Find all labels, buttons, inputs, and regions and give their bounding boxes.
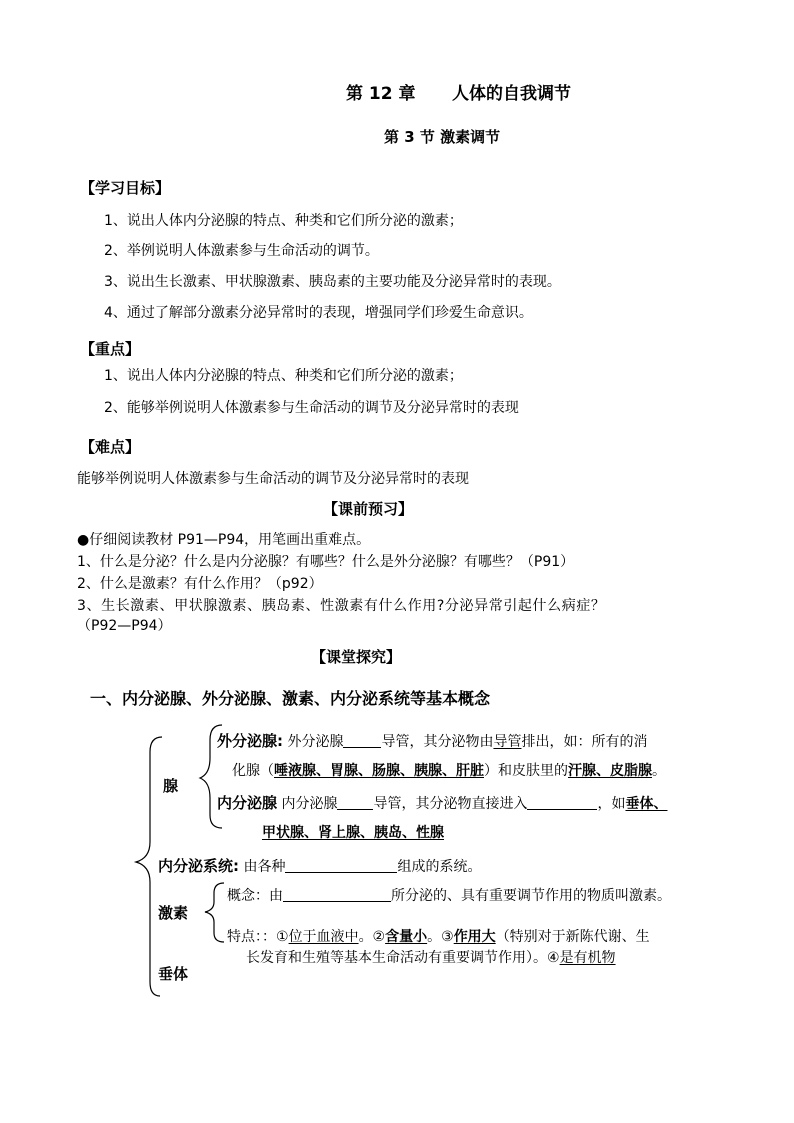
key-point-item: 2、能够举例说明人体激素参与生命活动的调节及分泌异常时的表现 <box>104 400 519 416</box>
endocrine-examples: 垂体、 <box>625 796 668 812</box>
blank-endocrine-target[interactable] <box>527 795 597 810</box>
exocrine-text: 排出，如：所有的消 <box>521 734 648 750</box>
endocrine-text: 内分泌腺 <box>281 796 338 812</box>
feature-text: 。② <box>358 929 386 945</box>
system-text: 由各种 <box>243 859 286 875</box>
exocrine-line-2 <box>232 760 666 780</box>
gland-label: 腺 <box>163 777 179 795</box>
part1-title: 一、内分泌腺、外分泌腺、激素、内分泌系统等基本概念 <box>90 689 491 708</box>
objectives-heading: 【学习目标】 <box>80 179 171 197</box>
preview-line: 2、什么是激素？有什么作用？（p92） <box>77 576 323 592</box>
difficulty-heading: 【难点】 <box>80 438 141 456</box>
preview-heading: 【课前预习】 <box>323 500 414 518</box>
difficulty-text: 能够举例说明人体激素参与生命活动的调节及分泌异常时的表现 <box>77 471 469 487</box>
endocrine-line-1 <box>217 792 667 813</box>
hormone-label: 激素 <box>158 904 189 922</box>
endocrine-label: 内分泌腺 <box>217 794 278 812</box>
endocrine-text: ，如 <box>597 796 626 812</box>
endocrine-line-2 <box>262 822 444 842</box>
exocrine-duct: 导管 <box>493 734 522 750</box>
feature-text: 。③ <box>427 929 454 945</box>
exocrine-text: 外分泌腺 <box>287 734 344 750</box>
feature-text: （特别对于新陈代谢、生 <box>495 929 650 945</box>
exocrine-label: 外分泌腺: <box>217 732 283 750</box>
feature-big-effect: 作用大 <box>453 929 496 945</box>
objective-item: 1、说出人体内分泌腺的特点、种类和它们所分泌的激素； <box>104 213 463 229</box>
section-title: 第 3 节 激素调节 <box>384 128 501 146</box>
endocrine-system-line <box>158 855 481 876</box>
concept-text: 所分泌的、具有重要调节作用的物质叫激素。 <box>391 888 671 904</box>
blank-system[interactable] <box>285 858 397 873</box>
key-point-item: 1、说出人体内分泌腺的特点、种类和它们所分泌的激素； <box>104 368 463 384</box>
feature-small-amount: 含量小 <box>385 929 428 945</box>
preview-line: ●仔细阅读教材 P91—P94，用笔画出重难点。 <box>77 532 371 548</box>
hormone-feature-line-2 <box>246 947 616 967</box>
chapter-title: 人体的自我调节 <box>452 84 571 104</box>
exocrine-text: 导管，其分泌物由 <box>381 734 494 750</box>
feature-organic: 是有机物 <box>559 950 616 966</box>
exocrine-line-1 <box>217 730 647 751</box>
exocrine-text: ）和皮肤里的 <box>484 763 568 779</box>
feature-text: 长发育和生殖等基本生命活动有重要调节作用）。④ <box>246 950 560 966</box>
preview-line: （P92—P94） <box>77 618 172 634</box>
exocrine-examples: 唾液腺、胃腺、肠腺、胰腺、肝脏 <box>274 763 484 779</box>
feature-text: 特点：：① <box>227 929 289 945</box>
blank-exocrine-duct[interactable] <box>343 733 381 748</box>
blank-concept[interactable] <box>283 887 391 902</box>
hormone-concept-line <box>227 885 671 905</box>
system-text: 组成的系统。 <box>397 859 482 875</box>
feature-in-blood: 位于血液中 <box>288 929 359 945</box>
endocrine-examples: 甲状腺、肾上腺、胰岛、性腺 <box>262 825 444 841</box>
hormone-feature-line-1 <box>227 926 650 946</box>
objective-item: 2、举例说明人体激素参与生命活动的调节。 <box>104 243 379 259</box>
exocrine-text: 。 <box>652 763 666 779</box>
concept-text: 概念：由 <box>227 888 283 904</box>
endocrine-text: 导管，其分泌物直接进入 <box>373 796 528 812</box>
skin-glands: 汗腺、皮脂腺 <box>568 763 652 779</box>
preview-line: 3、生长激素、甲状腺激素、胰岛素、性激素有什么作用?分泌异常引起什么病症？ <box>77 598 606 614</box>
objective-item: 3、说出生长激素、甲状腺激素、胰岛素的主要功能及分泌异常时的表现。 <box>104 274 561 290</box>
chapter-number: 第 12 章 <box>346 84 416 104</box>
objective-item: 4、通过了解部分激素分泌异常时的表现，增强同学们珍爱生命意识。 <box>104 305 533 321</box>
endocrine-system-label: 内分泌系统: <box>158 857 239 875</box>
pituitary-label: 垂体 <box>158 965 189 983</box>
blank-endocrine-duct[interactable] <box>337 795 373 810</box>
exocrine-text: 化腺（ <box>232 763 274 779</box>
preview-line: 1、什么是分泌？什么是内分泌腺？有哪些？什么是外分泌腺？有哪些？（P91） <box>77 554 575 570</box>
key-points-heading: 【重点】 <box>80 340 141 358</box>
explore-heading: 【课堂探究】 <box>311 648 402 666</box>
